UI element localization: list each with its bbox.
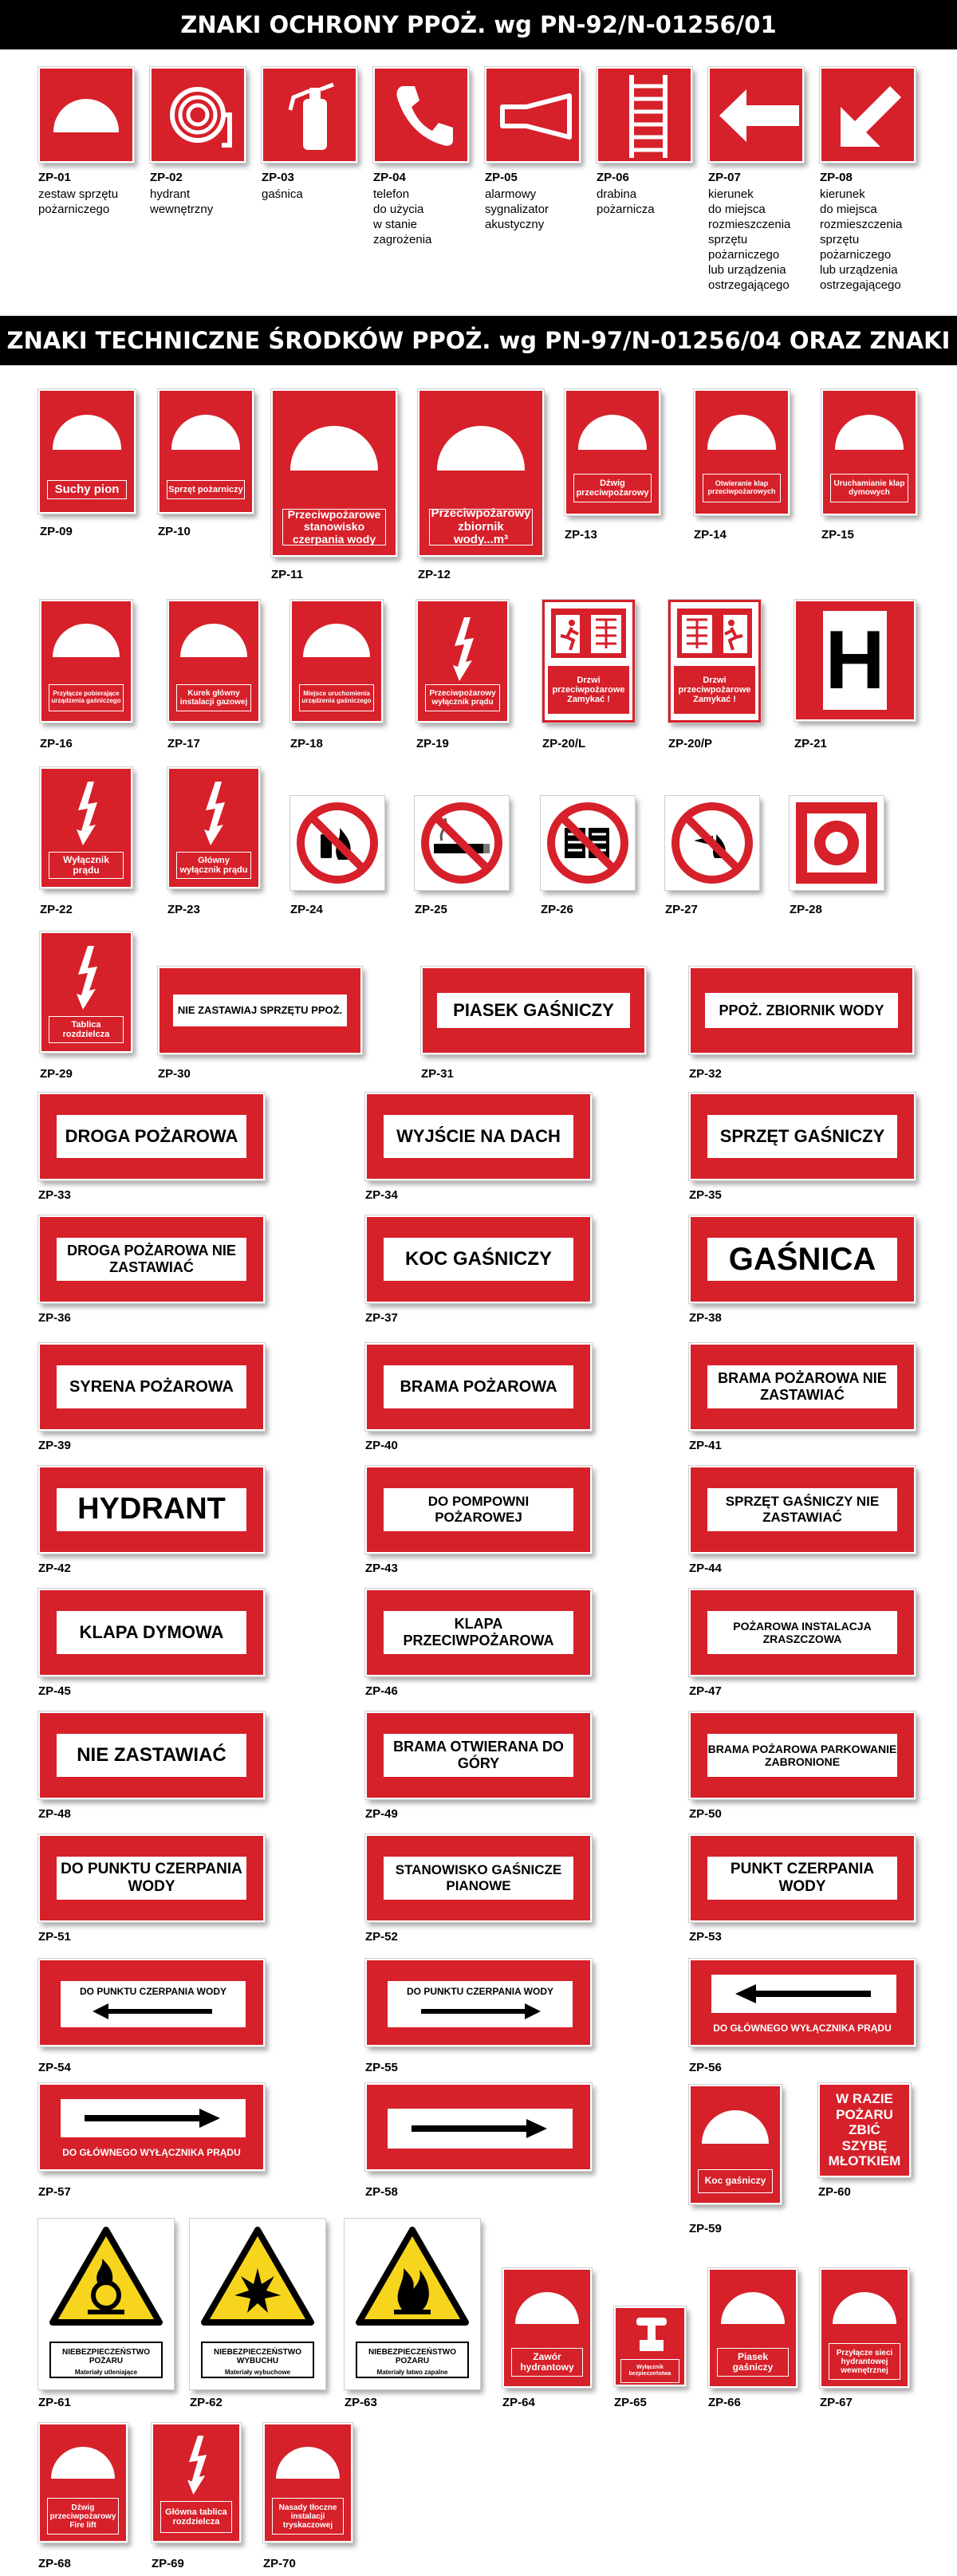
arrow-panel <box>388 1981 573 2027</box>
sign-zp08 <box>820 67 916 163</box>
oxidizing-warning-icon <box>49 2227 163 2326</box>
sign-zp56 <box>689 1959 916 2046</box>
sign-label: BRAMA POŻAROWA <box>384 1365 573 1408</box>
sign-zp19 <box>416 600 509 723</box>
sign-description: hydrant wewnętrzny <box>150 187 214 216</box>
sign-code: ZP-22 <box>40 903 73 916</box>
sign-zp25 <box>415 796 509 890</box>
sign-description: kierunek do miejsca rozmieszczenia sprzętu pożarniczego lub urządzenia ostrzegającego <box>708 187 791 292</box>
sign-code: ZP-20/P <box>668 737 713 750</box>
sign-label: Wyłącznik bezpieczeństwa <box>620 2359 679 2383</box>
sign-label: Drzwi przeciwpożarowe Zamykać ! <box>674 666 755 714</box>
sign-zp48 <box>38 1711 265 1799</box>
dome-icon <box>707 415 776 450</box>
sign-zp52 <box>365 1834 592 1922</box>
sign-zp06 <box>597 67 692 163</box>
sign-label: Przeciwpożarowy wyłącznik prądu <box>425 684 500 711</box>
sign-code: ZP-24 <box>290 903 323 916</box>
sign-zp57 <box>38 2083 265 2171</box>
sign-code: ZP-12 <box>418 568 451 581</box>
sign-code: ZP-61 <box>38 2396 71 2409</box>
sign-label: DO GŁÓWNEGO WYŁĄCZNIKA PRĄDU <box>62 2147 241 2158</box>
sign-zp02 <box>150 67 246 163</box>
dome-icon <box>437 426 525 471</box>
dome-icon <box>51 2447 115 2479</box>
sign-sublabel: Materiały wybuchowe <box>224 2369 291 2376</box>
sign-zp54 <box>38 1959 265 2046</box>
sign-code: ZP-18 <box>290 737 323 750</box>
sign-zp43 <box>365 1466 592 1554</box>
sign-zp18 <box>290 600 383 723</box>
sign-zp46 <box>365 1589 592 1676</box>
sign-label: Suchy pion <box>47 480 126 499</box>
sign-code: ZP-66 <box>708 2396 741 2409</box>
sign-code: ZP-52 <box>365 1930 398 1944</box>
sign-zp50 <box>689 1711 916 1799</box>
sign-code: ZP-16 <box>40 737 73 750</box>
sign-code: ZP-58 <box>365 2185 398 2199</box>
sign-code: ZP-02 <box>150 171 183 184</box>
sign-code: ZP-01 <box>38 171 71 184</box>
sign-zp12 <box>418 389 544 557</box>
dome-icon <box>276 2447 340 2479</box>
sign-description: drabina pożarnicza <box>597 187 655 216</box>
sign-label: DO POMPOWNI POŻAROWEJ <box>384 1488 573 1531</box>
sign-zp04 <box>373 67 469 163</box>
sign-label: NIEBEZPIECZEŃSTWO WYBUCHU <box>213 2348 301 2365</box>
sign-zp40 <box>365 1343 592 1431</box>
sign-code: ZP-46 <box>365 1684 398 1698</box>
dome-icon <box>835 415 904 450</box>
sign-code: ZP-05 <box>485 171 518 184</box>
dome-icon <box>171 415 240 450</box>
sign-code: ZP-36 <box>38 1311 71 1325</box>
sign-code: ZP-19 <box>416 737 449 750</box>
sign-label: BRAMA OTWIERANA DO GÓRY <box>384 1734 573 1777</box>
sign-zp42 <box>38 1466 265 1554</box>
sign-code: ZP-40 <box>365 1439 398 1452</box>
dome-icon <box>180 624 247 657</box>
sign-zp36 <box>38 1215 265 1303</box>
sign-zp59 <box>689 2085 782 2204</box>
warning-panel <box>201 2342 314 2378</box>
sign-label: Przyłącze sieci hydrantowej wewnętrznej <box>829 2343 901 2380</box>
dome-icon <box>290 426 378 471</box>
arrow-panel <box>61 1981 246 2027</box>
sign-code: ZP-39 <box>38 1439 71 1452</box>
sign-zp70 <box>263 2423 352 2543</box>
sign-code: ZP-33 <box>38 1188 71 1202</box>
emergency-switch-icon <box>633 2314 670 2354</box>
sign-label: PIASEK GAŚNICZY <box>437 993 630 1028</box>
sign-label: POŻAROWA INSTALACJA ZRASZCZOWA <box>707 1611 897 1654</box>
sign-zp17 <box>167 600 260 723</box>
sign-label: Miejsce uruchomienia urządzenia gaśniczego <box>299 684 374 711</box>
sign-zp13 <box>565 389 660 515</box>
sign-zp62 <box>190 2219 325 2389</box>
warning-panel <box>356 2342 469 2378</box>
sign-zp60 <box>818 2083 911 2177</box>
sign-label: KLAPA PRZECIWPOŻAROWA <box>384 1611 573 1654</box>
no-blocking-icon <box>541 796 635 890</box>
sign-zp32 <box>689 967 914 1054</box>
sign-zp65 <box>614 2306 686 2386</box>
sign-code: ZP-11 <box>271 568 304 581</box>
sign-label: Główna tablica rozdzielcza <box>160 2501 233 2533</box>
sign-code: ZP-13 <box>565 528 597 542</box>
sign-label: Koc gaśniczy <box>698 2169 773 2193</box>
sign-code: ZP-28 <box>790 903 822 916</box>
sign-label: BRAMA POŻAROWA NIE ZASTAWIAĆ <box>707 1365 897 1408</box>
sign-label: Przyłącze pobierające urządzenia gaśniczego <box>49 684 124 711</box>
sign-code: ZP-60 <box>818 2185 851 2199</box>
flammable-warning-icon <box>356 2227 469 2326</box>
sign-zp20p <box>668 600 761 723</box>
sign-label: Nasady tłoczne instalacji tryskaczowej <box>272 2498 345 2535</box>
sign-label: Piasek gaśniczy <box>717 2348 790 2377</box>
sign-zp10 <box>158 389 254 514</box>
sign-code: ZP-69 <box>152 2557 184 2570</box>
sign-label: DROGA POŻAROWA NIE ZASTAWIAĆ <box>57 1238 246 1281</box>
sign-label: NIE ZASTAWIAJ SPRZĘTU PPOŻ. <box>173 995 347 1026</box>
dome-icon <box>303 624 370 657</box>
sign-code: ZP-34 <box>365 1188 398 1202</box>
sign-label: Uruchamianie klap dymowych <box>830 474 908 502</box>
sign-code: ZP-07 <box>708 171 741 184</box>
explosive-warning-icon <box>201 2227 314 2326</box>
dome-icon <box>53 415 121 450</box>
sign-zp03 <box>262 67 357 163</box>
sign-label: SYRENA POŻAROWA <box>57 1365 246 1408</box>
sign-code: ZP-56 <box>689 2061 722 2074</box>
arrow-left-icon <box>735 1984 871 2003</box>
sign-label: SPRZĘT GAŚNICZY <box>707 1115 897 1158</box>
arrow-right-icon <box>412 2119 547 2138</box>
sign-code: ZP-31 <box>421 1067 454 1081</box>
dome-icon <box>515 2292 579 2324</box>
sign-code: ZP-44 <box>689 1562 722 1575</box>
sign-zp27 <box>665 796 759 890</box>
sign-code: ZP-43 <box>365 1562 398 1575</box>
arrow-panel <box>711 1975 896 2013</box>
sign-code: ZP-15 <box>821 528 854 542</box>
dome-icon <box>702 2110 769 2144</box>
sign-code: ZP-59 <box>689 2222 722 2235</box>
lightning-icon <box>70 946 105 1010</box>
sign-zp21 <box>794 600 916 721</box>
sign-code: ZP-57 <box>38 2185 71 2199</box>
sign-sublabel: Materiały łatwo zapalne <box>376 2369 448 2376</box>
arrow-right-icon <box>85 2109 220 2128</box>
sign-zp68 <box>38 2423 128 2543</box>
sign-label: Przeciwpożarowy zbiornik wody...m³ <box>429 509 532 546</box>
sign-zp38 <box>689 1215 916 1303</box>
no-smoking-icon <box>415 796 509 890</box>
sign-code: ZP-21 <box>794 737 827 750</box>
sign-code: ZP-08 <box>820 171 853 184</box>
warning-panel <box>49 2342 163 2378</box>
sign-code: ZP-10 <box>158 525 191 538</box>
sign-zp51 <box>38 1834 265 1922</box>
sign-zp37 <box>365 1215 592 1303</box>
sign-zp69 <box>152 2423 241 2543</box>
sign-label: HYDRANT <box>57 1488 246 1531</box>
sign-label: DO PUNKTU CZERPANIA WODY <box>57 1857 246 1900</box>
sign-code: ZP-62 <box>190 2396 223 2409</box>
sign-zp09 <box>38 389 136 514</box>
sign-label: BRAMA POŻAROWA PARKOWANIE ZABRONIONE <box>707 1734 897 1777</box>
sign-zp05 <box>485 67 581 163</box>
sign-zp45 <box>38 1589 265 1676</box>
sign-zp53 <box>689 1834 916 1922</box>
sign-code: ZP-04 <box>373 171 406 184</box>
sign-zp29 <box>40 932 132 1053</box>
sign-code: ZP-54 <box>38 2061 71 2074</box>
sign-label: Drzwi przeciwpożarowe Zamykać ! <box>548 666 629 714</box>
sign-zp39 <box>38 1343 265 1431</box>
sign-label: Wyłącznik prądu <box>49 852 124 879</box>
sign-zp44 <box>689 1466 916 1554</box>
sign-description: zestaw sprzętu pożarniczego <box>38 187 119 216</box>
sign-code: ZP-38 <box>689 1311 722 1325</box>
sign-zp67 <box>820 2268 909 2388</box>
lightning-icon <box>70 782 105 845</box>
arrow-panel <box>388 2109 573 2149</box>
sign-label: PPOŻ. ZBIORNIK WODY <box>705 993 898 1028</box>
sign-zp24 <box>290 796 384 890</box>
sign-code: ZP-67 <box>820 2396 853 2409</box>
sign-code: ZP-63 <box>345 2396 377 2409</box>
sign-label: NIEBEZPIECZEŃSTWO POŻARU <box>368 2348 456 2365</box>
sign-zp14 <box>694 389 790 515</box>
sign-description: kierunek do miejsca rozmieszczenia sprzętu pożarniczego lub urządzenia ostrzegającego <box>820 187 903 292</box>
sign-zp66 <box>708 2268 798 2388</box>
sign-code: ZP-49 <box>365 1807 398 1821</box>
sign-label: Tablica rozdzielcza <box>49 1016 124 1043</box>
sign-code: ZP-47 <box>689 1684 722 1698</box>
sign-zp07 <box>708 67 804 163</box>
lightning-icon <box>198 782 233 845</box>
dome-icon <box>721 2292 785 2324</box>
sign-code: ZP-09 <box>40 525 73 538</box>
sign-code: ZP-03 <box>262 171 294 184</box>
sign-label: GAŚNICA <box>707 1238 897 1281</box>
sign-label: SPRZĘT GAŚNICZY NIE ZASTAWIAĆ <box>707 1488 897 1531</box>
sign-code: ZP-45 <box>38 1684 71 1698</box>
sign-code: ZP-06 <box>597 171 629 184</box>
sign-code: ZP-68 <box>38 2557 71 2570</box>
sign-code: ZP-53 <box>689 1930 722 1944</box>
lightning-icon <box>447 617 482 681</box>
dome-icon <box>53 624 120 657</box>
sign-label: DROGA POŻAROWA <box>57 1115 246 1158</box>
sign-code: ZP-14 <box>694 528 727 542</box>
sign-code: ZP-30 <box>158 1067 191 1081</box>
sign-zp58 <box>365 2083 592 2171</box>
sign-zp55 <box>365 1959 592 2046</box>
sign-zp22 <box>40 767 132 888</box>
sign-code: ZP-29 <box>40 1067 73 1081</box>
sign-code: ZP-65 <box>614 2396 647 2409</box>
sign-code: ZP-50 <box>689 1807 722 1821</box>
sign-code: ZP-17 <box>167 737 200 750</box>
fire-door-icon <box>551 609 626 658</box>
sign-zp28 <box>790 796 884 890</box>
sign-code: ZP-70 <box>263 2557 296 2570</box>
sign-code: ZP-20/L <box>542 737 586 750</box>
sign-zp61 <box>38 2219 174 2389</box>
dome-icon <box>578 415 647 450</box>
sign-zp15 <box>821 389 917 515</box>
dome-icon <box>833 2292 896 2324</box>
sign-zp20l <box>542 600 635 723</box>
sign-zp34 <box>365 1093 592 1180</box>
arrow-panel <box>61 2099 246 2137</box>
arrow-right-icon <box>421 2003 541 2019</box>
sign-code: ZP-51 <box>38 1930 71 1944</box>
sign-description: telefon do użycia w stanie zagrożenia <box>373 187 432 246</box>
sign-label: Sprzęt pożarniczy <box>167 480 244 499</box>
sign-label: Kurek główny instalacji gazowej <box>176 684 251 711</box>
sign-code: ZP-41 <box>689 1439 722 1452</box>
sign-label: Dźwig przeciwpożarowy Fire lift <box>47 2498 120 2535</box>
sign-label: Przeciwpożarowe stanowisko czerpania wody <box>282 509 385 546</box>
sign-zp01 <box>38 67 134 163</box>
sign-code: ZP-25 <box>415 903 447 916</box>
sign-label: NIE ZASTAWIAĆ <box>57 1734 246 1777</box>
sign-code: ZP-37 <box>365 1311 398 1325</box>
sign-zp41 <box>689 1343 916 1431</box>
sign-code: ZP-27 <box>665 903 698 916</box>
sign-label: W RAZIE POŻARU ZBIĆ SZYBĘ MŁOTKIEM <box>828 2091 901 2169</box>
sign-code: ZP-64 <box>502 2396 535 2409</box>
sign-code: ZP-55 <box>365 2061 398 2074</box>
sign-zp23 <box>167 767 260 888</box>
sign-zp35 <box>689 1093 916 1180</box>
sign-label: STANOWISKO GAŚNICZE PIANOWE <box>384 1857 573 1900</box>
sign-label: Główny wyłącznik prądu <box>176 852 251 879</box>
section-header-protection: ZNAKI OCHRONY PPOŻ. wg PN-92/N-01256/01 <box>0 0 957 49</box>
sign-zp64 <box>502 2268 592 2388</box>
section-header-technical: ZNAKI TECHNICZNE ŚRODKÓW PPOŻ. wg PN-97/N-01256/04 ORAZ ZNAKI <box>0 316 957 365</box>
sign-code: ZP-48 <box>38 1807 71 1821</box>
h-panel: H <box>823 611 887 710</box>
sign-label: KLAPA DYMOWA <box>57 1611 246 1654</box>
sign-label: Zawór hydrantowy <box>511 2348 584 2377</box>
sign-label: WYJŚCIE NA DACH <box>384 1115 573 1158</box>
sign-code: ZP-26 <box>541 903 573 916</box>
sign-sublabel: Materiały utleniające <box>74 2369 138 2376</box>
sign-code: ZP-32 <box>689 1067 722 1081</box>
sign-code: ZP-35 <box>689 1188 722 1202</box>
sign-zp63 <box>345 2219 480 2389</box>
sign-zp30 <box>158 967 362 1054</box>
sign-description: alarmowy sygnalizator akustyczny <box>485 187 549 231</box>
lightning-icon <box>180 2436 215 2495</box>
sign-label: NIEBEZPIECZEŃSTWO POŻARU <box>61 2348 150 2365</box>
no-water-extinguishing-icon <box>665 796 759 890</box>
sign-label: DO PUNKTU CZERPANIA WODY <box>407 1986 553 1997</box>
sign-zp49 <box>365 1711 592 1799</box>
no-fire-icon <box>290 796 384 890</box>
sign-zp33 <box>38 1093 265 1180</box>
arrow-left-icon <box>93 2003 212 2019</box>
sign-label: DO GŁÓWNEGO WYŁĄCZNIKA PRĄDU <box>713 2023 892 2034</box>
sign-zp47 <box>689 1589 916 1676</box>
sign-zp16 <box>40 600 132 723</box>
sign-label: DO PUNKTU CZERPANIA WODY <box>80 1986 226 1997</box>
sign-label: KOC GAŚNICZY <box>384 1238 573 1281</box>
fire-door-icon <box>677 609 752 658</box>
sign-code: ZP-23 <box>167 903 200 916</box>
sign-description: gaśnica <box>262 187 303 201</box>
sign-label: PUNKT CZERPANIA WODY <box>707 1857 897 1900</box>
fire-alarm-button-icon <box>790 796 884 890</box>
sign-zp11 <box>271 389 397 557</box>
sign-label: Dźwig przeciwpożarowy <box>573 474 651 502</box>
sign-label: Otwieranie klap przeciwpożarowych <box>703 474 780 502</box>
sign-code: ZP-42 <box>38 1562 71 1575</box>
sign-zp31 <box>421 967 646 1054</box>
sign-zp26 <box>541 796 635 890</box>
